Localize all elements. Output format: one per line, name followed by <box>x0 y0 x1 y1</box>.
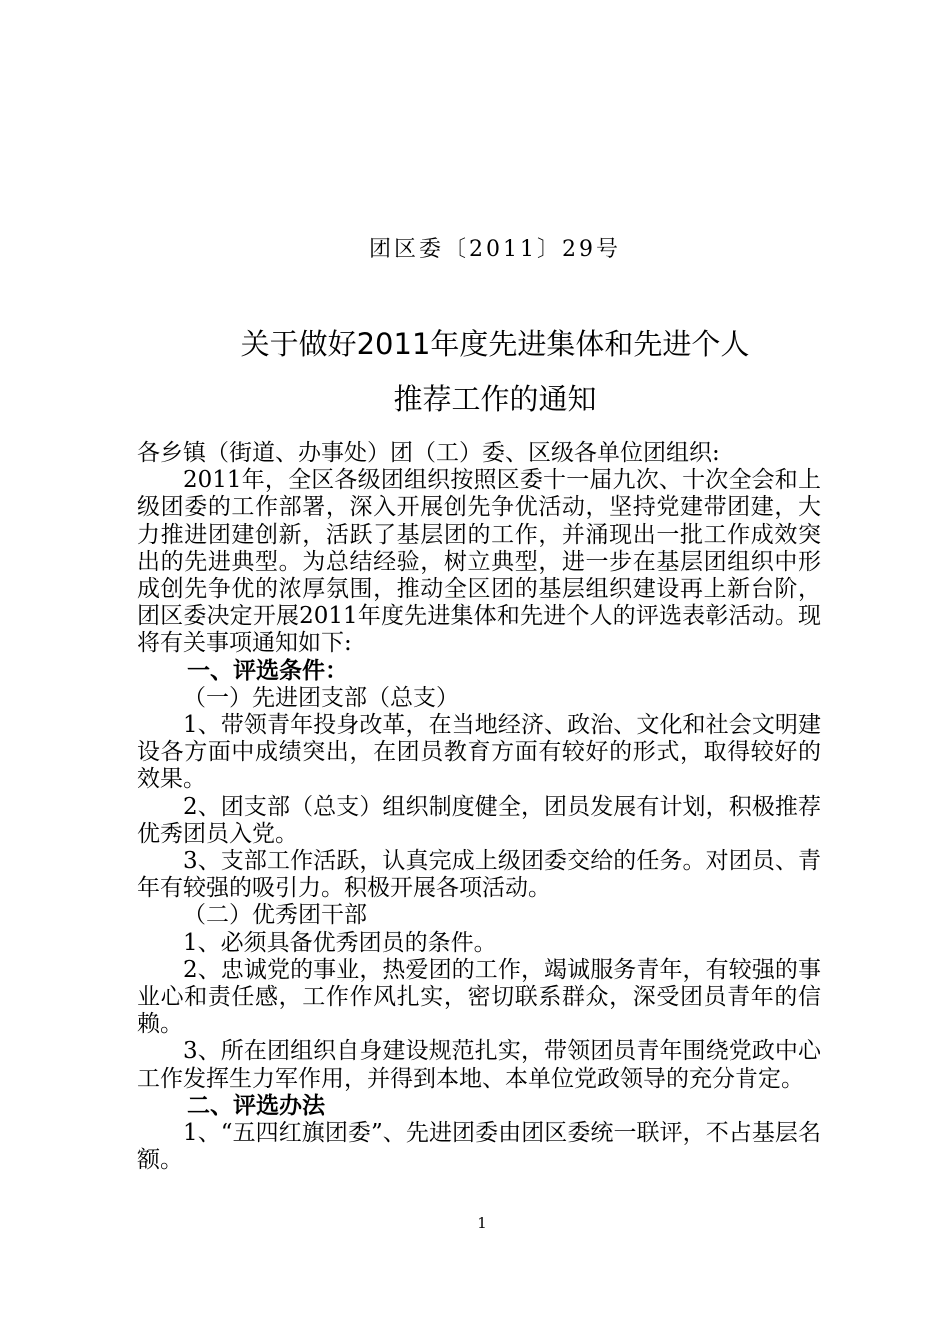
intro-paragraph: 2011年，全区各级团组织按照区委十一届九次、十次全会和上级团委的工作部署，深入开展创先争优活动，坚持党建带团建，大力推进团建创新，活跃了基层团的工作，并涌现出一批工作成效突出的先进典型。为总结经验，树立典型，进一步在基层团组织中形成创先争优的浓厚氛围，推动全区团的基层组织建设再上新台阶，团区委决定开展2011年度先进集体和先进个人的评选表彰活动。现将有关事项通知如下: <box>137 467 821 657</box>
sub-heading-branch: （一）先进团支部（总支） <box>183 684 459 711</box>
criteria-item: 3、支部工作活跃，认真完成上级团委交给的任务。对团员、青年有较强的吸引力。积极开展各项活动。 <box>137 848 821 902</box>
page-number: 1 <box>477 1214 487 1232</box>
criteria-item: 1、带领青年投身改革，在当地经济、政治、文化和社会文明建设各方面中成绩突出，在团员教育方面有较好的形式，取得较好的效果。 <box>137 712 821 793</box>
section-heading-method: 二、评选办法 <box>187 1092 325 1119</box>
document-number: 团区委〔2011〕29号 <box>369 237 621 262</box>
section-heading-criteria: 一、评选条件： <box>187 657 348 684</box>
salutation: 各乡镇（街道、办事处）团（工）委、区级各单位团组织: <box>137 440 720 466</box>
document-title-line-1: 关于做好2011年度先进集体和先进个人 <box>240 327 750 361</box>
criteria-item: 2、团支部（总支）组织制度健全，团员发展有计划，积极推荐优秀团员入党。 <box>137 793 821 847</box>
document-body <box>137 440 821 1174</box>
method-item: 1、“五四红旗团委”、先进团委由团区委统一联评，不占基层名额。 <box>137 1120 821 1174</box>
sub-heading-cadre: （二）优秀团干部 <box>183 902 367 929</box>
criteria-item: 1、必须具备优秀团员的条件。 <box>183 929 497 956</box>
criteria-item: 3、所在团组织自身建设规范扎实，带领团员青年围绕党政中心工作发挥生力军作用，并得到本地、本单位党政领导的充分肯定。 <box>137 1038 821 1092</box>
document-title-line-2: 推荐工作的通知 <box>393 382 597 416</box>
criteria-item: 2、忠诚党的事业，热爱团的工作，竭诚服务青年，有较强的事业心和责任感，工作作风扎实，密切联系群众，深受团员青年的信赖。 <box>137 956 821 1038</box>
